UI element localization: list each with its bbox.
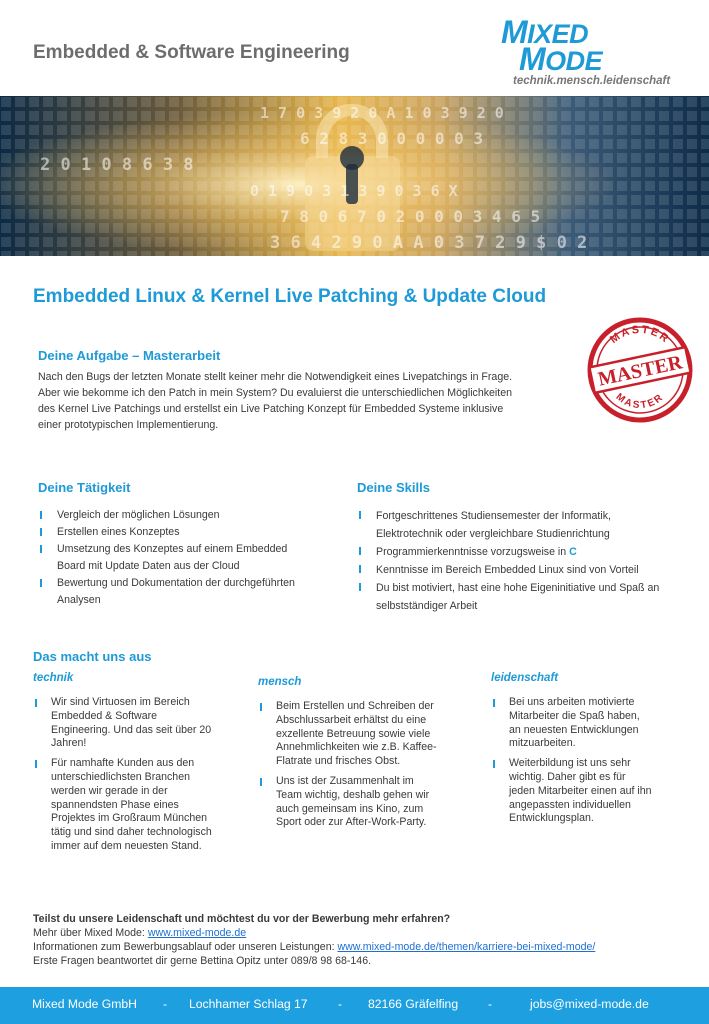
task-title: Deine Aufgabe – Masterarbeit (38, 348, 221, 363)
footer-bar (0, 987, 709, 1024)
footer-separator: - (488, 997, 493, 1011)
footer-separator: - (163, 997, 168, 1011)
footer-street: Lochhamer Schlag 17 (189, 997, 308, 1011)
header-banner-image (0, 96, 709, 256)
contact-questions-line: Erste Fragen beantwortet dir gerne Bettina Opitz unter 089/8 98 68-146. (33, 955, 372, 967)
banner-code-row: 6 2 8 3 0 0 0 0 0 3 (300, 129, 484, 148)
logo-word-mode: MODE (519, 41, 603, 77)
list-item: Programmierkenntnisse vorzugsweise in C (357, 543, 702, 561)
banner-code-row: 3 6 4 2 9 0 A A 0 3 7 2 9 $ 0 2 (270, 233, 588, 253)
task-section (38, 348, 578, 433)
footer-separator: - (338, 997, 343, 1011)
skills-section (357, 480, 702, 615)
list-item: Wir sind Virtuosen im Bereich Embedded & Software Engineering. Und das seit über 20 Jahren! (33, 696, 248, 751)
banner-code-row: 7 8 0 6 7 0 2 0 0 0 3 4 6 5 (280, 207, 541, 226)
list-item: Weiterbildung ist uns sehr wichtig. Daher gibt es für jeden Mitarbeiter einen auf ihn angepassten individuellen Entwicklungsplan. (491, 757, 691, 826)
values-technik-column (33, 672, 248, 860)
stamp-arc-bottom: MASTER (613, 391, 667, 412)
master-stamp (585, 315, 695, 425)
stamp-arc-top: MASTER (608, 323, 673, 347)
footer-company: Mixed Mode GmbH (32, 997, 137, 1011)
footer-email[interactable]: jobs@mixed-mode.de (530, 997, 649, 1011)
values-technik-heading: technik (33, 672, 74, 684)
logo-tagline: technik.mensch.leidenschaft (513, 75, 671, 87)
values-mensch-column (258, 676, 468, 836)
values-leidenschaft-heading: leidenschaft (491, 672, 559, 684)
list-item: Beim Erstellen und Schreiben der Abschlussarbeit erhältst du eine exzellente Betreuung sowie viele Annehmlichkeiten wie z.B. Kaffee- Flatrate und frisches Obst. (258, 700, 468, 769)
list-item: Du bist motiviert, hast eine hohe Eigeninitiative und Spaß an selbstständiger Arbeit (357, 579, 702, 615)
footer-city: 82166 Gräfelfing (368, 997, 459, 1011)
banner-code-row: 2 0 1 0 8 6 3 8 (40, 155, 194, 175)
list-item: Bei uns arbeiten motivierte Mitarbeiter die Spaß haben, an neuesten Entwicklungen mitzuarbeiten. (491, 696, 691, 751)
list-item: Erstellen eines Konzeptes (38, 524, 338, 541)
stamp-center-text: MASTER (596, 351, 685, 391)
values-leidenschaft-column (491, 672, 691, 832)
list-item: Fortgeschrittenes Studiensemester der Informatik, Elektrotechnik oder vergleichbare Studienrichtung (357, 507, 702, 543)
contact-question: Teilst du unsere Leidenschaft und möchtest du vor der Bewerbung mehr erfahren? (33, 913, 451, 925)
activities-section (38, 480, 338, 609)
logo-word-mixed: MIXED (501, 14, 589, 50)
task-description: Nach den Bugs der letzten Monate stellt keiner mehr die Notwendigkeit eines Livepatchings in Frage. Aber wie bekomme ich den Patch in mein System? Du evaluierst die unterschiedlichen Möglichkeiten des Kernel Live Patchings und erstellst ein Live Patching Konzept für Embedded Systeme inklusive einer prototypischen Implementierung. (38, 371, 513, 431)
values-mensch-heading: mensch (258, 676, 302, 688)
skill-language-highlight: C (569, 546, 577, 558)
banner-code-row: 1 7 0 3 9 2 0 A 1 0 3 9 2 0 (260, 104, 504, 122)
contact-info (33, 912, 595, 968)
list-item: Bewertung und Dokumentation der durchgeführten Analysen (38, 575, 338, 609)
job-title: Embedded Linux & Kernel Live Patching & Update Cloud (33, 286, 547, 307)
list-item: Umsetzung des Konzeptes auf einem Embedded Board mit Update Daten aus der Cloud (38, 541, 338, 575)
contact-info-line: Informationen zum Bewerbungsablauf oder unseren Leistungen: www.mixed-mode.de/themen/karriere-bei-mixed-mode/ (33, 941, 596, 953)
list-item: Uns ist der Zusammenhalt im Team wichtig, deshalb gehen wir auch gemeinsam ins Kino, zum Sport oder zur After-Work-Party. (258, 775, 468, 830)
career-page-link[interactable]: www.mixed-mode.de/themen/karriere-bei-mixed-mode/ (337, 941, 596, 953)
contact-more-line: Mehr über Mixed Mode: www.mixed-mode.de (33, 927, 247, 939)
header-title: Embedded & Software Engineering (33, 42, 350, 63)
company-logo (495, 14, 695, 92)
list-item: Vergleich der möglichen Lösungen (38, 507, 338, 524)
banner-code-row: 0 1 9 0 3 1 3 9 0 3 6 X (250, 182, 458, 200)
skills-title: Deine Skills (357, 480, 430, 495)
values-title: Das macht uns aus (33, 649, 152, 664)
website-link[interactable]: www.mixed-mode.de (147, 927, 247, 939)
list-item: Für namhafte Kunden aus den unterschiedlichsten Branchen werden wir gerade in der spannendsten Phase eines Projektes im Großraum München tätig und sind daher technologisch immer auf dem neuesten Stand. (33, 757, 248, 854)
list-item: Kenntnisse im Bereich Embedded Linux sind von Vorteil (357, 561, 702, 579)
activities-title: Deine Tätigkeit (38, 480, 131, 495)
